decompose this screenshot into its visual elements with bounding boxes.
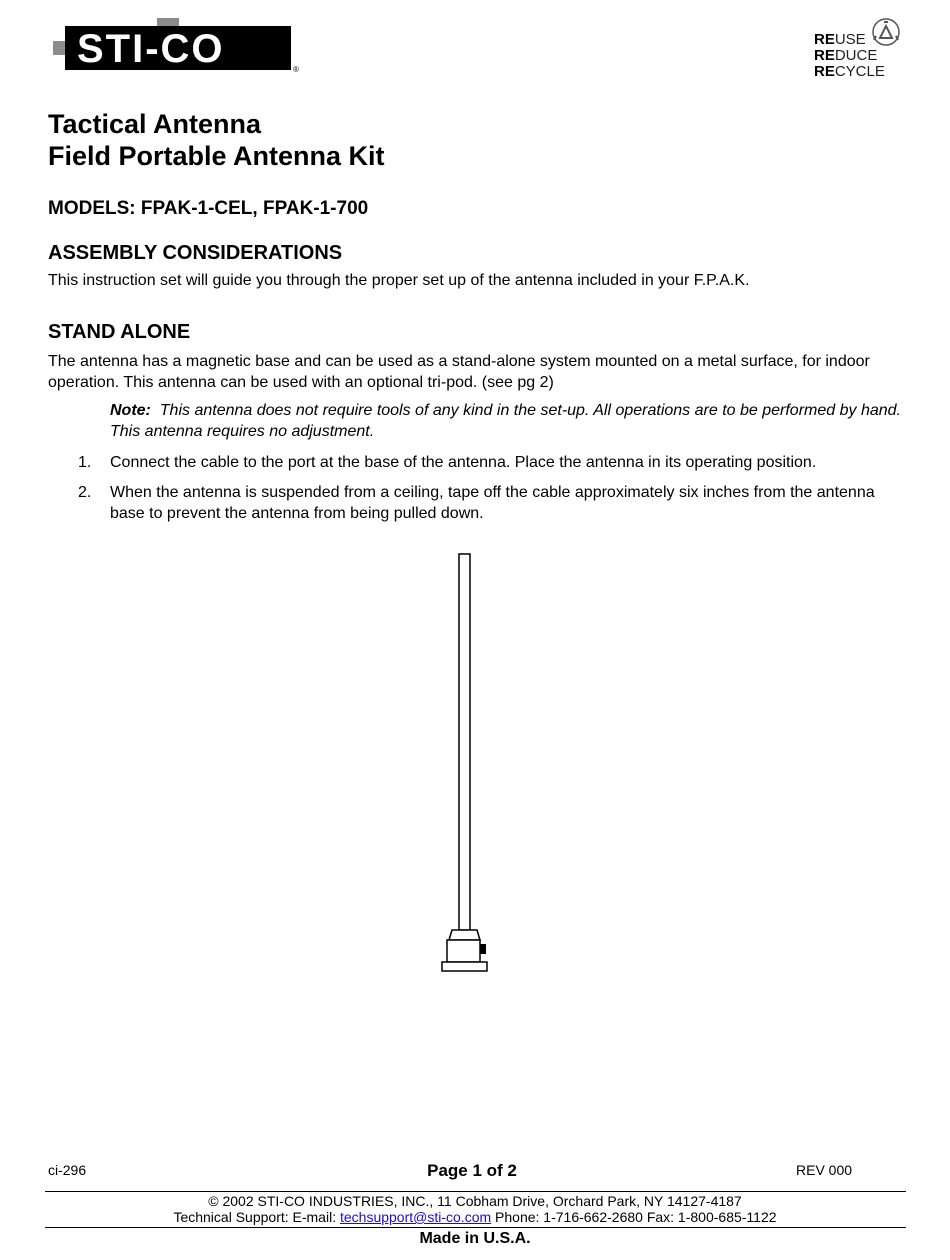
recycle-line-3: RECYCLE [814, 63, 885, 80]
cable-port [480, 944, 486, 954]
note-text: This antenna does not require tools of any kind in the set-up. All operations are to be performed by hand. This antenna requires no adjustment. [110, 402, 901, 440]
support-line [0, 1209, 950, 1225]
footer-contact [0, 1193, 950, 1225]
document-title [48, 108, 385, 172]
title-line-2: Field Portable Antenna Kit [48, 141, 385, 171]
recycle-logo [814, 14, 906, 80]
document-id: ci-296 [48, 1162, 87, 1178]
recycle-line-2: REDUCE [814, 47, 878, 64]
support-email-link[interactable]: techsupport@sti-co.com [339, 1209, 492, 1225]
antenna-whip [459, 554, 470, 930]
title-line-1: Tactical Antenna [48, 109, 262, 139]
note-label: Note: [110, 402, 151, 419]
support-prefix: Technical Support: E-mail: [173, 1209, 340, 1225]
list-item [78, 482, 908, 524]
recycle-icon [873, 19, 899, 45]
recycle-line-1: REUSE [814, 31, 866, 48]
svg-text:®: ® [293, 65, 299, 74]
logo-text: STI-CO [77, 27, 225, 71]
stand-alone-text: The antenna has a magnetic base and can be used as a stand-alone system mounted on a metal surface, for indoor operation. This antenna can be used with an optional tri-pod. (see pg 2) [48, 353, 870, 391]
footer-divider-top [45, 1191, 906, 1192]
antenna-base [447, 940, 480, 962]
support-suffix: Phone: 1-716-662-2680 Fax: 1-800-685-1122 [491, 1209, 777, 1225]
assembly-text: This instruction set will guide you through the proper set up of the antenna included in your F.P.A.K. [48, 272, 750, 289]
revision: REV 000 [796, 1162, 853, 1178]
made-in-usa: Made in U.S.A. [419, 1230, 531, 1247]
step-text: Connect the cable to the port at the base of the antenna. Place the antenna in its operating position. [110, 454, 817, 471]
page-number: Page 1 of 2 [427, 1161, 517, 1180]
step-number: 1. [78, 454, 92, 471]
stand-alone-heading: STAND ALONE [48, 321, 191, 343]
sti-co-logo [53, 14, 303, 74]
footer-divider-bottom [45, 1227, 906, 1228]
assembly-heading: ASSEMBLY CONSIDERATIONS [48, 242, 343, 264]
models-heading: MODELS: FPAK-1-CEL, FPAK-1-700 [48, 198, 369, 219]
antenna-collar [449, 930, 480, 940]
copyright-line: © 2002 STI-CO INDUSTRIES, INC., 11 Cobham Drive, Orchard Park, NY 14127-4187 [208, 1193, 742, 1209]
note [110, 400, 910, 442]
antenna-illustration [430, 552, 500, 976]
step-number: 2. [78, 484, 92, 501]
magnetic-base [442, 962, 487, 971]
list-item [78, 452, 908, 473]
step-text: When the antenna is suspended from a ceiling, tape off the cable approximately six inches from the antenna base to prevent the antenna from being pulled down. [110, 484, 875, 522]
